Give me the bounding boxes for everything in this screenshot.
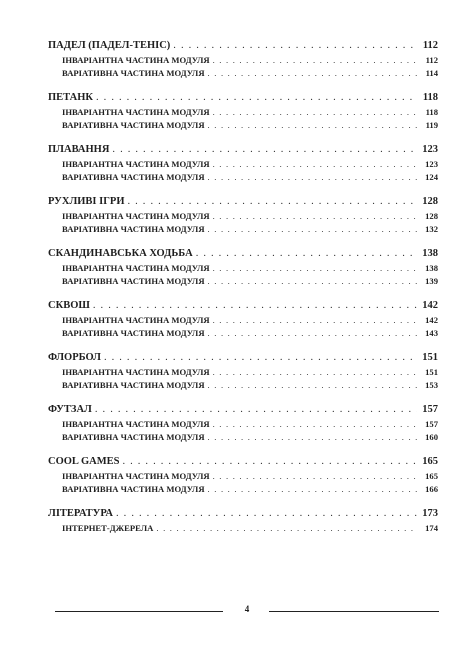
toc-entry-title: ІНВАРІАНТНА ЧАСТИНА МОДУЛЯ: [62, 419, 210, 429]
toc-page-number: 139: [425, 275, 438, 286]
toc-section: [48, 144, 438, 184]
dot-leader: [208, 276, 417, 286]
dot-leader: [213, 263, 417, 273]
toc-entry-title: ІНВАРІАНТНА ЧАСТИНА МОДУЛЯ: [62, 315, 210, 325]
toc-page-number: 114: [425, 67, 438, 78]
toc-page-number: 112: [425, 55, 438, 65]
dot-leader: [213, 159, 417, 169]
footer-rule-left: [55, 611, 223, 612]
toc-entry-title: ІНТЕРНЕТ-ДЖЕРЕЛА: [62, 523, 154, 533]
toc-entry[interactable]: [48, 456, 438, 471]
dot-leader: [208, 432, 417, 442]
dot-leader: [213, 315, 417, 325]
dot-leader: [196, 248, 417, 259]
toc-entry-title: ПЕТАНК: [48, 92, 94, 103]
toc-entry[interactable]: [48, 300, 438, 315]
toc-subentry[interactable]: [48, 68, 438, 81]
toc-entry-title: ВАРІАТИВНА ЧАСТИНА МОДУЛЯ: [62, 379, 205, 390]
toc-page-number: 128: [422, 196, 438, 207]
toc-section: [48, 404, 438, 444]
table-of-contents: [48, 40, 438, 548]
dot-leader: [208, 380, 417, 390]
toc-page-number: 160: [425, 431, 438, 442]
toc-subentry[interactable]: [48, 315, 438, 328]
dot-leader: [96, 92, 417, 103]
dot-leader: [208, 172, 417, 182]
dot-leader: [208, 328, 417, 338]
dot-leader: [213, 107, 417, 117]
toc-subentry[interactable]: [48, 328, 438, 341]
toc-entry-title: ІНВАРІАНТНА ЧАСТИНА МОДУЛЯ: [62, 367, 210, 377]
toc-page-number: 128: [425, 211, 438, 221]
toc-section: [48, 40, 438, 80]
dot-leader: [213, 419, 417, 429]
toc-subentry[interactable]: [48, 224, 438, 237]
toc-subentry[interactable]: [48, 263, 438, 276]
toc-subentry[interactable]: [48, 432, 438, 445]
dot-leader: [104, 352, 417, 363]
toc-page-number: 166: [425, 483, 438, 494]
page-number: 4: [244, 604, 250, 614]
toc-page-number: 153: [425, 379, 438, 390]
toc-subentry[interactable]: [48, 471, 438, 484]
toc-entry-title: СКАНДИНАВСЬКА ХОДЬБА: [48, 248, 193, 259]
toc-subentry[interactable]: [48, 367, 438, 380]
toc-entry[interactable]: [48, 92, 438, 107]
toc-entry-title: ВАРІАТИВНА ЧАСТИНА МОДУЛЯ: [62, 171, 205, 182]
toc-section: [48, 248, 438, 288]
toc-entry-title: ІНВАРІАНТНА ЧАСТИНА МОДУЛЯ: [62, 471, 210, 481]
toc-page-number: 165: [422, 456, 438, 467]
toc-page-number: 119: [425, 119, 438, 130]
toc-entry-title: ПАДЕЛ (ПАДЕЛ-ТЕНІС): [48, 40, 171, 51]
toc-page-number: 124: [425, 171, 438, 182]
toc-subentry[interactable]: [48, 120, 438, 133]
toc-page-number: 165: [425, 471, 438, 481]
toc-page-number: 157: [425, 419, 438, 429]
dot-leader: [213, 55, 417, 65]
dot-leader: [208, 224, 417, 234]
dot-leader: [208, 68, 417, 78]
dot-leader: [95, 404, 417, 415]
toc-entry-title: ВАРІАТИВНА ЧАСТИНА МОДУЛЯ: [62, 327, 205, 338]
toc-subentry[interactable]: [48, 380, 438, 393]
toc-section: [48, 456, 438, 496]
toc-page-number: 123: [425, 159, 438, 169]
toc-entry-title: РУХЛИВІ ІГРИ: [48, 196, 125, 207]
toc-entry[interactable]: [48, 196, 438, 211]
dot-leader: [112, 144, 417, 155]
toc-entry-title: COOL GAMES: [48, 456, 120, 467]
toc-entry-title: ВАРІАТИВНА ЧАСТИНА МОДУЛЯ: [62, 67, 205, 78]
toc-entry-title: ВАРІАТИВНА ЧАСТИНА МОДУЛЯ: [62, 275, 205, 286]
toc-entry-title: ФЛОРБОЛ: [48, 352, 101, 363]
toc-entry-title: ІНВАРІАНТНА ЧАСТИНА МОДУЛЯ: [62, 263, 210, 273]
dot-leader: [93, 300, 417, 311]
toc-page-number: 123: [422, 144, 438, 155]
toc-subentry[interactable]: [48, 107, 438, 120]
toc-page-number: 118: [422, 92, 438, 103]
toc-page-number: 142: [422, 300, 438, 311]
footer-rule-right: [269, 611, 439, 612]
toc-page-number: 142: [425, 315, 438, 325]
dot-leader: [128, 196, 418, 207]
toc-entry[interactable]: [48, 40, 438, 55]
toc-subentry[interactable]: [48, 419, 438, 432]
toc-subentry[interactable]: [48, 55, 438, 68]
toc-entry-title: ВАРІАТИВНА ЧАСТИНА МОДУЛЯ: [62, 223, 205, 234]
toc-page-number: 138: [425, 263, 438, 273]
toc-subentry[interactable]: [48, 523, 438, 536]
toc-entry[interactable]: [48, 508, 438, 523]
toc-entry-title: ІНВАРІАНТНА ЧАСТИНА МОДУЛЯ: [62, 107, 210, 117]
toc-entry-title: ПЛАВАННЯ: [48, 144, 110, 155]
toc-page-number: 118: [425, 107, 438, 117]
toc-page-number: 138: [422, 248, 438, 259]
toc-page-number: 174: [425, 523, 438, 533]
toc-entry[interactable]: [48, 248, 438, 263]
toc-subentry[interactable]: [48, 159, 438, 172]
toc-section: [48, 352, 438, 392]
dot-leader: [208, 484, 417, 494]
dot-leader: [213, 367, 417, 377]
dot-leader: [156, 523, 417, 533]
toc-entry-title: ВАРІАТИВНА ЧАСТИНА МОДУЛЯ: [62, 119, 205, 130]
toc-section: [48, 300, 438, 340]
dot-leader: [116, 508, 417, 519]
toc-page-number: 151: [425, 367, 438, 377]
dot-leader: [213, 471, 417, 481]
dot-leader: [213, 211, 417, 221]
toc-subentry[interactable]: [48, 172, 438, 185]
toc-page-number: 157: [422, 404, 438, 415]
toc-page-number: 173: [422, 508, 438, 519]
toc-section: [48, 508, 438, 536]
toc-subentry[interactable]: [48, 211, 438, 224]
toc-entry-title: ВАРІАТИВНА ЧАСТИНА МОДУЛЯ: [62, 483, 205, 494]
toc-section: [48, 92, 438, 132]
dot-leader: [122, 456, 417, 467]
toc-entry-title: ІНВАРІАНТНА ЧАСТИНА МОДУЛЯ: [62, 211, 210, 221]
dot-leader: [173, 40, 417, 51]
toc-entry[interactable]: [48, 352, 438, 367]
toc-entry-title: ВАРІАТИВНА ЧАСТИНА МОДУЛЯ: [62, 431, 205, 442]
toc-entry-title: ЛІТЕРАТУРА: [48, 508, 114, 519]
toc-subentry[interactable]: [48, 484, 438, 497]
toc-page-number: 143: [425, 327, 438, 338]
toc-page-number: 151: [422, 352, 438, 363]
toc-subentry[interactable]: [48, 276, 438, 289]
toc-page-number: 132: [425, 223, 438, 234]
dot-leader: [208, 120, 417, 130]
toc-entry[interactable]: [48, 404, 438, 419]
toc-entry-title: ІНВАРІАНТНА ЧАСТИНА МОДУЛЯ: [62, 55, 210, 65]
page-footer: [55, 604, 439, 618]
toc-section: [48, 196, 438, 236]
toc-entry[interactable]: [48, 144, 438, 159]
toc-entry-title: ІНВАРІАНТНА ЧАСТИНА МОДУЛЯ: [62, 159, 210, 169]
toc-page-number: 112: [422, 40, 438, 51]
toc-entry-title: СКВОШ: [48, 300, 90, 311]
toc-entry-title: ФУТЗАЛ: [48, 404, 92, 415]
